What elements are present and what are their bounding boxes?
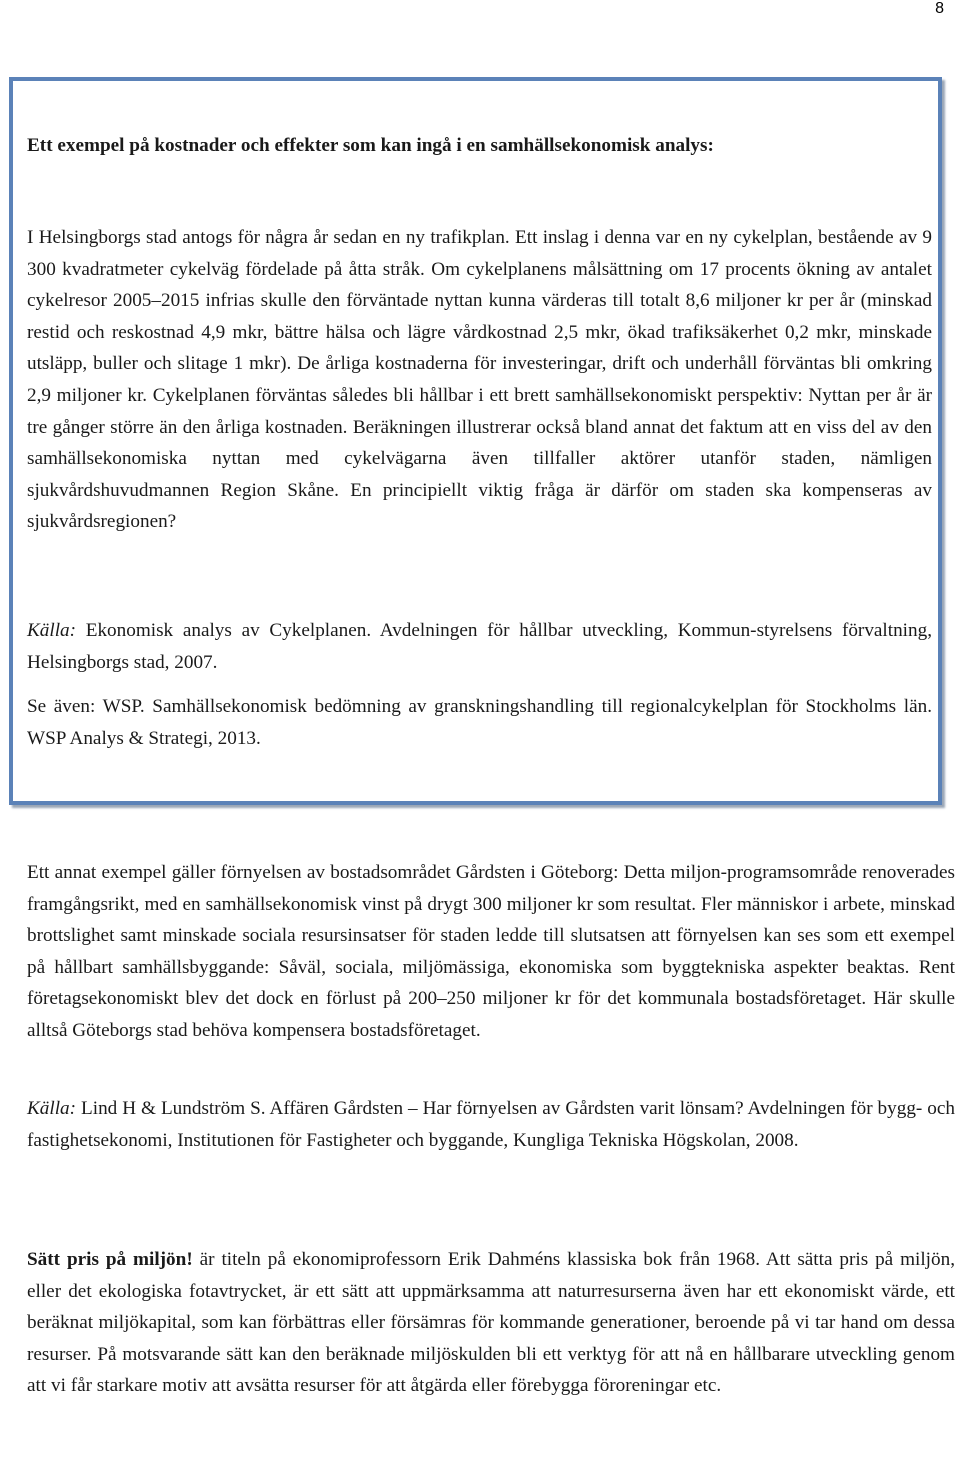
source-text: Ekonomisk analys av Cykelplanen. Avdelningen för hållbar utveckling, Kommun-styrelsens förvaltning, Helsingborgs stad, 2007. (27, 620, 932, 673)
source-citation-helsingborg (27, 615, 932, 678)
helsingborg-paragraph: I Helsingborgs stad antogs för några år sedan en ny trafikplan. Ett inslag i denna var en ny cykelplan, bestående av 9 300 kvadratmeter cykelväg fördelade på åtta stråk. Om cykelplanens målsättning om 17 procents ökning av antalet cykelresor 2005–2015 infrias skulle den förväntade nyttan kunna värderas till totalt 8,6 miljoner kr per år (minskad restid och reskostnad 4,9 mkr, bättre hälsa och lägre vårdkostnad 2,5 mkr, ökad trafiksäkerhet 0,2 mkr, minskade utsläpp, buller och slitage 1 mkr). De årliga kostnaderna för investeringar, drift och underhåll förväntas bli omkring 2,9 miljoner kr. Cykelplanen förväntas således bli hållbar i ett brett samhällsekonomiskt perspektiv: Nyttan per år är tre gånger större än den årliga kostnaden. Beräkningen illustrerar också bland annat det faktum att en viss del av den samhällsekonomiska nyttan med cykelvägarna även tillfaller aktörer utanför staden, nämligen sjukvårdshuvudmannen Region Skåne. En principiellt viktig fråga är därför om staden ska kompenseras av sjukvårdsregionen? (27, 227, 932, 533)
book-title: Sätt pris på miljön! (27, 1249, 193, 1270)
source-citation-gardsten (27, 1093, 955, 1156)
dahmen-text: är titeln på ekonomiprofessorn Erik Dahméns klassiska bok från 1968. Att sätta pris på miljön, eller det ekologiska fotavtrycket, är ett sätt att uppmärksamma att naturresurserna även har ett ekonomiskt värde, ett beräknat miljökapital, som kan förbättras eller försämras för kommande generationer, beroende på vi tar hand om dessa resurser. På motsvarande sätt kan den beräknade miljöskulden bli ett verktyg för att nå en hållbarare utveckling genom att vi får starkare motiv att avsätta resurser för att åtgärda eller förebygga föroreningar etc. (27, 1249, 955, 1397)
gardsten-paragraph: Ett annat exempel gäller förnyelsen av bostadsområdet Gårdsten i Göteborg: Detta miljon-programsområde renoverades framgångsrikt, med en samhällsekonomisk vinst på drygt 300 miljoner kr som resultat. Fler människor i arbete, minskad brottslighet samt minskade sociala resursinsatser för staden ledde till slutsatsen att förnyelsen kan ses som ett exempel på hållbart samhällsbyggande: Såväl, sociala, miljömässiga, ekonomiska som byggtekniska aspekter beaktas. Rent företagsekonomiskt blev det dock en förlust på 200–250 miljoner kr för det kommunala bostadsföretaget. Här skulle alltså Göteborgs stad behöva kompensera bostadsföretaget. (27, 862, 955, 1041)
dahmen-paragraph (27, 1244, 955, 1402)
see-also-citation: Se även: WSP. Samhällsekonomisk bedömning av granskningshandling till regionalcykelplan för Stockholms län. WSP Analys & Strategi, 2013. (27, 696, 932, 749)
page-number: 8 (935, 0, 944, 17)
box-heading: Ett exempel på kostnader och effekter som kan ingå i en samhällsekonomisk analys: (27, 135, 714, 156)
source-text: Lind H & Lundström S. Affären Gårdsten – Har förnyelsen av Gårdsten varit lönsam? Avdelningen för bygg- och fastighetsekonomi, Institutionen för Fastigheter och byggande, Kungliga Tekniska Högskolan, 2008. (27, 1098, 955, 1151)
source-label: Källa: (27, 1098, 77, 1119)
source-label: Källa: (27, 620, 77, 641)
